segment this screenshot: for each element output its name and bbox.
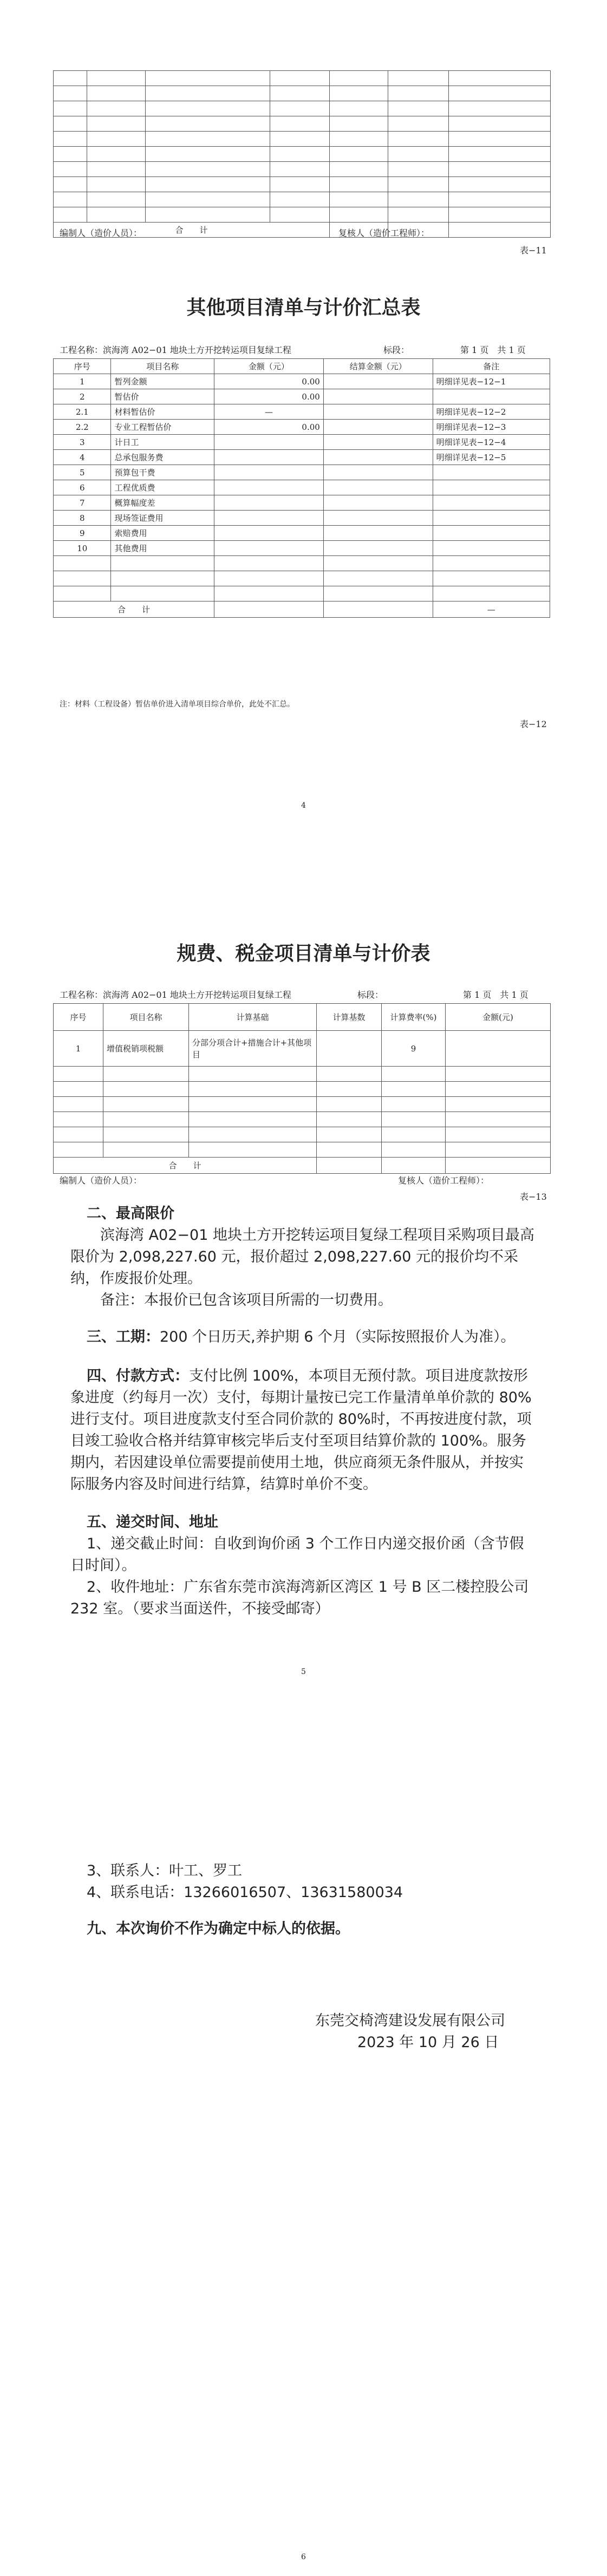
table-cell [433, 511, 550, 526]
table-cell [323, 495, 433, 511]
table-cell: 9 [54, 526, 111, 541]
other-items-footnote: 注：材料（工程设备）暂估单价进入清单项目综合单价，此处不汇总。 [60, 700, 295, 709]
table-cell [323, 586, 433, 601]
table-cell [433, 586, 550, 601]
table-row [54, 495, 550, 511]
page-number-6: 6 [301, 2553, 306, 2561]
table-cell [323, 389, 433, 404]
other-items-title: 其他项目清单与计价汇总表 [186, 297, 421, 319]
row-name: 增值税销项税额 [103, 1031, 189, 1067]
table-cell [323, 450, 433, 465]
table-cell: 2 [54, 389, 111, 404]
table-row [54, 526, 550, 541]
table-cell: 材料暂估价 [111, 404, 214, 420]
table-row [54, 450, 550, 465]
s4-text: 支付比例 100%，本项目无预付款。项目进度款按形象进度（约每月一次）支付，每期计量按已完工作量清单单价款的 80%进行支付。项目进度款支付至合同价款的 80%时，不再按进度付款，项目竣工验收合格并结算审核完毕后支付至项目结算价款的 100%。服务期内，若因建设单位需要提前使用土地，供应商须无条件服从，并按实际服务内容及时间进行结算，结算时单价不变。 [70, 1368, 532, 1493]
table-cell: 暂列金额 [111, 374, 214, 389]
table-cell [323, 420, 433, 435]
table-cell [323, 571, 433, 586]
table-cell: 4 [54, 450, 111, 465]
table-cell [323, 435, 433, 450]
header-cell: 计算费率(%) [382, 1004, 446, 1031]
fees-total-row [54, 1158, 551, 1174]
table-cell: 专业工程暂估价 [111, 420, 214, 435]
table-cell [323, 526, 433, 541]
fees-reviewer: 复核人（造价工程师）： [398, 1175, 489, 1186]
other-items-table [53, 358, 550, 618]
top-total-label: 合 计 [54, 223, 330, 238]
top-preparer: 编制人（造价人员）： [60, 228, 142, 238]
table-cell: 0.00 [214, 374, 324, 389]
table-row [54, 1031, 551, 1067]
table-cell: — [214, 404, 324, 420]
table-cell [214, 511, 324, 526]
s2-note: 备注：本报价已包含该项目所需的一切费用。 [100, 1292, 393, 1309]
s3-paragraph [87, 1326, 536, 1348]
table-row [54, 571, 550, 586]
table-cell [214, 480, 324, 495]
table-cell [433, 495, 550, 511]
table-cell [433, 465, 550, 480]
table-cell [214, 556, 324, 571]
table-cell [214, 586, 324, 601]
top-grid [53, 70, 551, 238]
other-items-total-row [54, 601, 550, 618]
page-number-5: 5 [301, 1668, 306, 1676]
table-row [54, 435, 550, 450]
table-cell: 6 [54, 480, 111, 495]
s5-title: 五、递交时间、地址 [87, 1514, 218, 1531]
other-items-page-info: 第 1 页 共 1 页 [460, 345, 526, 355]
s5-item-1: 1、递交截止时间：自收到询价函 3 个工作日内递交报价函（含节假日时间）。 [70, 1535, 524, 1574]
table-cell [214, 526, 324, 541]
header-cell: 序号 [54, 359, 111, 374]
other-items-section-label: 标段： [383, 345, 410, 355]
table-cell [214, 450, 324, 465]
s4-label: 四、付款方式： [87, 1368, 189, 1384]
table-cell [433, 571, 550, 586]
table-cell: 工程优质费 [111, 480, 214, 495]
total-note: — [433, 601, 550, 618]
fees-header-row [54, 1004, 551, 1031]
table-cell: 概算幅度差 [111, 495, 214, 511]
top-reviewer: 复核人（造价工程师）： [338, 228, 430, 238]
table-row [54, 420, 550, 435]
table-no-13: 表−13 [520, 1192, 547, 1202]
table-cell [433, 526, 550, 541]
table-row [54, 541, 550, 556]
fees-title: 规费、税金项目清单与计价表 [177, 943, 430, 965]
other-items-header-row [54, 359, 550, 374]
table-row [54, 556, 550, 571]
table-cell [433, 556, 550, 571]
header-cell: 结算金额（元） [323, 359, 433, 374]
fees-section-label: 标段： [357, 990, 384, 1000]
table-cell [323, 511, 433, 526]
table-cell: 3 [54, 435, 111, 450]
header-cell: 计算基数 [317, 1004, 382, 1031]
table-cell: 总承包服务费 [111, 450, 214, 465]
table-cell: 2.2 [54, 420, 111, 435]
row-base [317, 1031, 382, 1067]
table-cell [323, 480, 433, 495]
row-basis: 分部分项合计+措施合计+其他项目 [189, 1031, 317, 1067]
table-cell: 其他费用 [111, 541, 214, 556]
header-cell: 金额（元） [214, 359, 324, 374]
table-cell [214, 465, 324, 480]
table-cell: 明细详见表−12−1 [433, 374, 550, 389]
table-row [54, 480, 550, 495]
table-cell: 10 [54, 541, 111, 556]
table-cell: 5 [54, 465, 111, 480]
table-cell: 8 [54, 511, 111, 526]
table-row [54, 465, 550, 480]
header-cell: 项目名称 [103, 1004, 189, 1031]
total-label: 合 计 [54, 601, 214, 618]
table-cell: 计日工 [111, 435, 214, 450]
s3-text: 200 个日历天,养护期 6 个月（实际按照报价人为准）。 [160, 1329, 515, 1345]
table-cell [433, 541, 550, 556]
table-cell [54, 556, 111, 571]
table-cell: 1 [54, 374, 111, 389]
table-cell: 7 [54, 495, 111, 511]
s2-paragraph: 滨海湾 A02−01 地块土方开挖转运项目复绿工程项目采购项目最高限价为 2,098,227.60 元，报价超过 2,098,227.60 元的报价均不采纳，作废报价处理。 [70, 1227, 534, 1287]
table-cell [214, 571, 324, 586]
table-cell [323, 541, 433, 556]
s4-paragraph [70, 1365, 536, 1495]
table-row [54, 586, 550, 601]
table-cell [111, 571, 214, 586]
header-cell: 项目名称 [111, 359, 214, 374]
s3-label: 三、工期： [87, 1329, 160, 1345]
table-cell: 暂估价 [111, 389, 214, 404]
table-cell [111, 556, 214, 571]
table-cell: 明细详见表−12−4 [433, 435, 550, 450]
s2-title: 二、最高限价 [87, 1205, 174, 1222]
table-cell: 明细详见表−12−5 [433, 450, 550, 465]
table-cell [323, 374, 433, 389]
table-cell: 明细详见表−12−2 [433, 404, 550, 420]
other-items-project-name: 工程名称：滨海湾 A02−01 地块土方开挖转运项目复绿工程 [60, 345, 291, 355]
row-no: 1 [54, 1031, 103, 1067]
table-cell: 0.00 [214, 420, 324, 435]
table-cell [214, 435, 324, 450]
table-row [54, 389, 550, 404]
table-row [54, 511, 550, 526]
fees-table [53, 1003, 551, 1174]
table-row [54, 374, 550, 389]
total-label: 合 计 [54, 1158, 317, 1174]
table-cell [214, 495, 324, 511]
header-cell: 金额(元) [446, 1004, 551, 1031]
header-cell: 计算基础 [189, 1004, 317, 1031]
contact-person: 3、联系人：叶工、罗工 [87, 1862, 243, 1879]
fees-page-info: 第 1 页 共 1 页 [463, 990, 528, 1000]
table-cell [433, 389, 550, 404]
page-number-4: 4 [301, 801, 306, 810]
table-no-12: 表−12 [520, 719, 547, 729]
table-cell: 预算包干费 [111, 465, 214, 480]
row-rate: 9 [382, 1031, 446, 1067]
table-cell [323, 556, 433, 571]
sign-date: 2023 年 10 月 26 日 [357, 2034, 499, 2051]
table-no-11: 表−11 [520, 245, 547, 256]
company-name: 东莞交椅湾建设发展有限公司 [315, 2012, 505, 2029]
fees-preparer: 编制人（造价人员）： [60, 1175, 142, 1186]
table-cell: 2.1 [54, 404, 111, 420]
table-cell [323, 465, 433, 480]
table-cell: 明细详见表−12−3 [433, 420, 550, 435]
header-cell: 备注 [433, 359, 550, 374]
s5-item-2: 2、收件地址：广东省东莞市滨海湾新区湾区 1 号 B 区二楼控股公司 232 室。（要求当面送件，不接受邮寄） [70, 1579, 529, 1617]
table-cell [433, 480, 550, 495]
table-cell [54, 586, 111, 601]
table-cell [54, 571, 111, 586]
table-cell: 索赔费用 [111, 526, 214, 541]
header-cell: 序号 [54, 1004, 103, 1031]
table-cell [214, 541, 324, 556]
table-cell: 0.00 [214, 389, 324, 404]
table-row [54, 404, 550, 420]
row-amount [446, 1031, 551, 1067]
contact-phone: 4、联系电话：13266016507、13631580034 [87, 1884, 403, 1901]
table-cell: 现场签证费用 [111, 511, 214, 526]
table-cell [111, 586, 214, 601]
fees-project-name: 工程名称：滨海湾 A02−01 地块土方开挖转运项目复绿工程 [60, 990, 291, 1000]
table-cell [323, 404, 433, 420]
section-9: 九、本次询价不作为确定中标人的依据。 [87, 1920, 350, 1937]
